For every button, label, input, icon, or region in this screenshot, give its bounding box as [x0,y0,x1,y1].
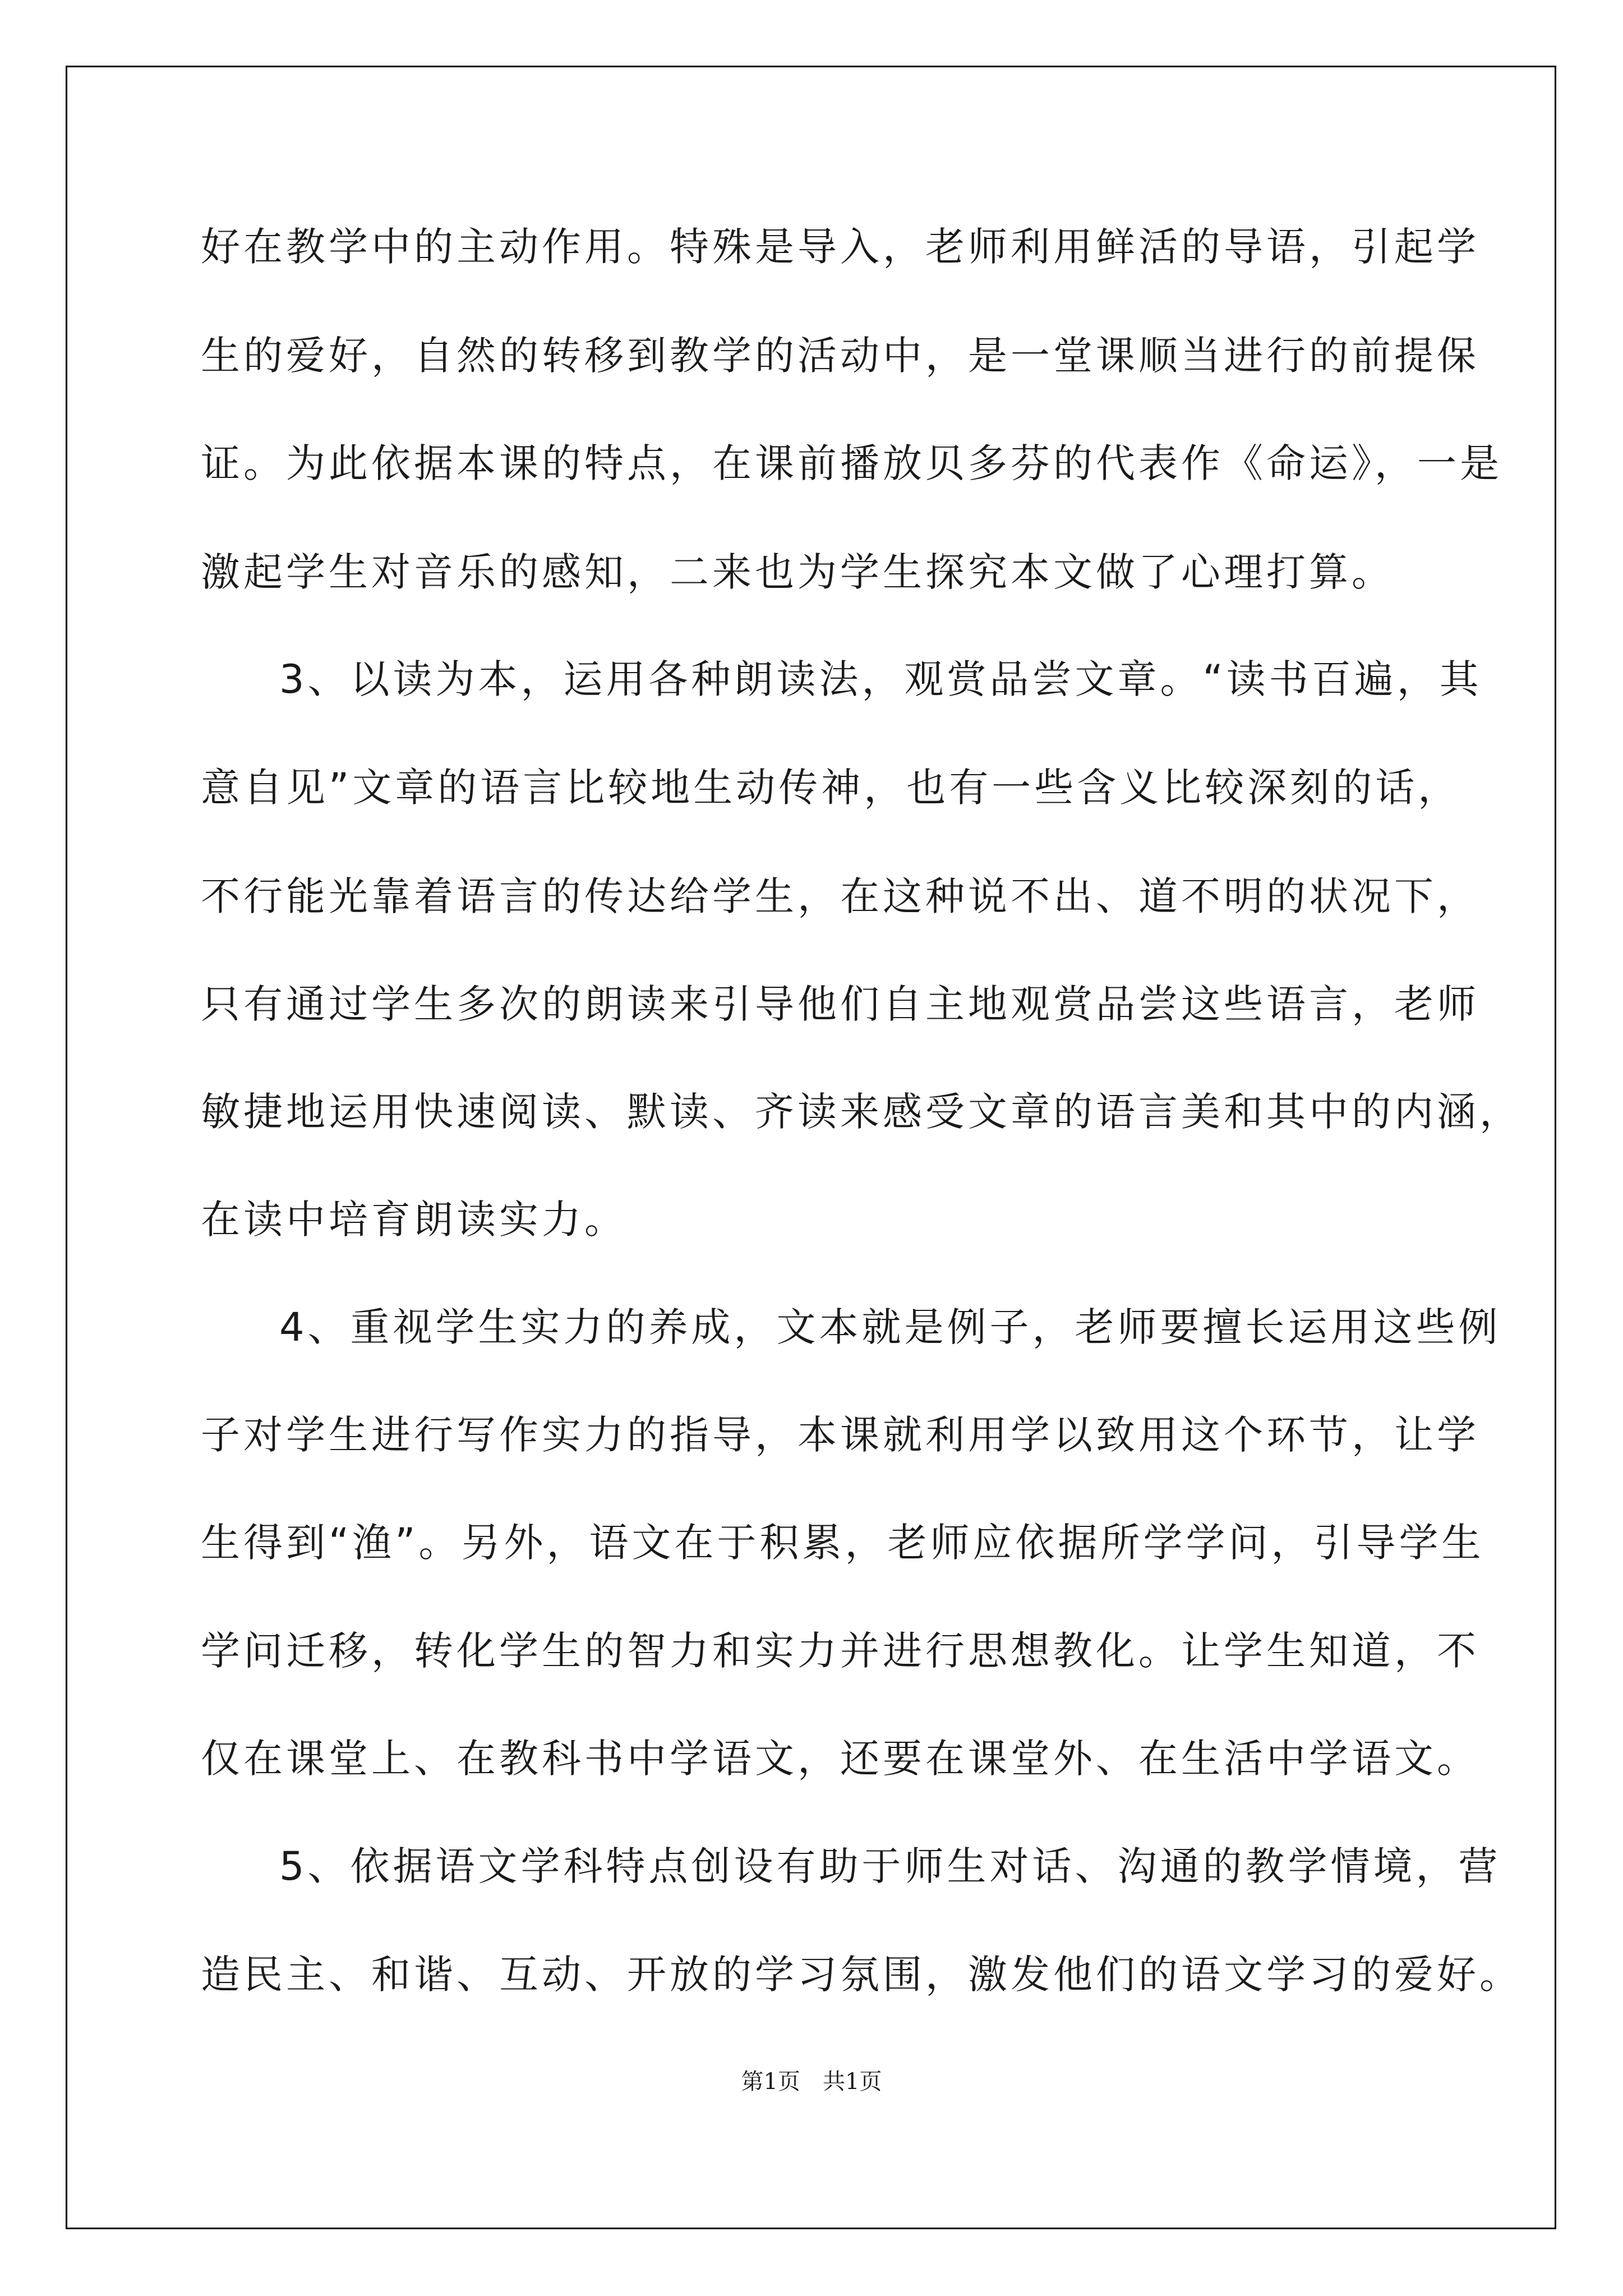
page-number-current: 第1页 [741,2069,800,2095]
page-footer [0,2069,1623,2095]
text-line: 好在教学中的主动作用。特殊是导入，老师利用鲜活的导语，引起学 [201,224,1479,270]
text-line: 造民主、和谐、互动、开放的学习氛围，激发他们的语文学习的爱好。 [201,1952,1522,1998]
text-line: 生的爱好，自然的转移到教学的活动中，是一堂课顺当进行的前提保 [201,333,1479,379]
text-line: 在读中培育朗读实力。 [201,1197,627,1243]
text-line: 仅在课堂上、在教科书中学语文，还要在课堂外、在生活中学语文。 [201,1736,1479,1782]
page-border [66,66,1556,2229]
paragraph-5-first-line: 5、依据语文学科特点创设有助于师生对话、沟通的教学情境，营 [279,1843,1501,1889]
text-line: 证。为此依据本课的特点，在课前播放贝多芬的代表作《命运》，一是 [201,440,1502,486]
text-line: 不行能光靠着语言的传达给学生，在这种说不出、道不明的状况下， [201,873,1479,919]
paragraph-4-first-line: 4、重视学生实力的养成，文本就是例子，老师要擅长运用这些例 [279,1304,1501,1350]
text-line: 学问迁移，转化学生的智力和实力并进行思想教化。让学生知道，不 [201,1628,1479,1674]
page-number-total: 共1页 [823,2069,882,2095]
text-line: 敏捷地运用快速阅读、默读、齐读来感受文章的语言美和其中的内涵， [201,1089,1522,1135]
paragraph-3-first-line: 3、以读为本，运用各种朗读法，观赏品尝文章。“读书百遍，其 [279,656,1482,702]
text-line: 生得到“渔”。另外，语文在于积累，老师应依据所学学问，引导学生 [201,1520,1484,1566]
text-line: 子对学生进行写作实力的指导，本课就利用学以致用这个环节，让学 [201,1412,1479,1458]
text-line: 激起学生对音乐的感知，二来也为学生探究本文做了心理打算。 [201,549,1394,595]
text-line: 意自见”文章的语言比较地生动传神，也有一些含义比较深刻的话， [201,765,1461,811]
text-line: 只有通过学生多次的朗读来引导他们自主地观赏品尝这些语言，老师 [201,981,1479,1027]
